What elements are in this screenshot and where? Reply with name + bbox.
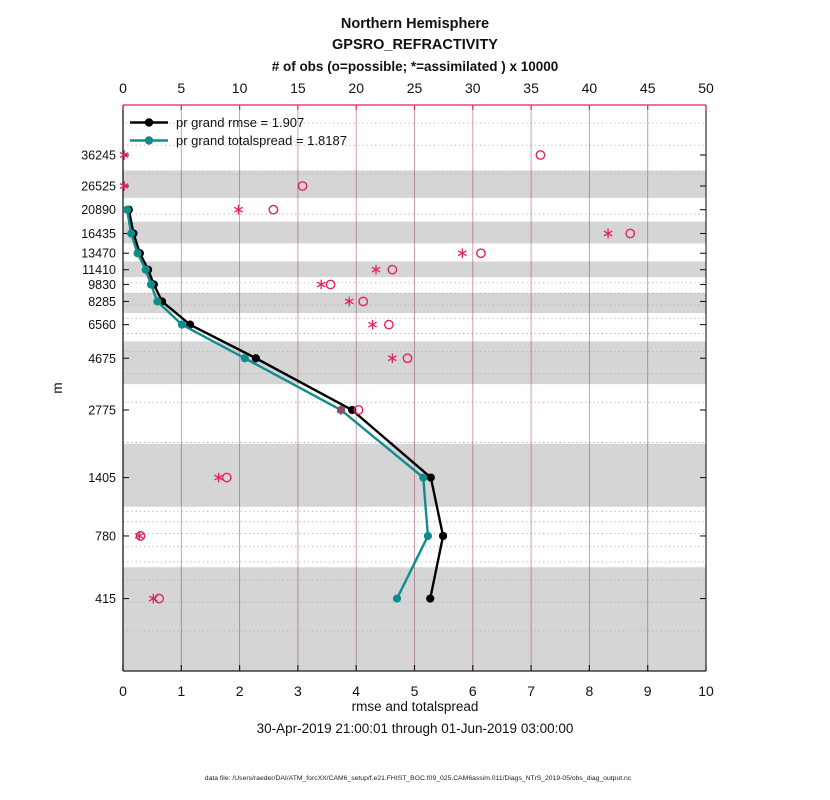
- datafile-label: data file: /Users/raeder/DAI/ATM_forcXX/CAM6_setup/f.e21.FHIST_BGC.f09_025.CAM6assim.011/Diags_NTrS_2019-05/obs_diag_output.nc: [204, 775, 632, 782]
- top-tick-label: 0: [119, 80, 127, 96]
- level-tick-label: 13470: [81, 246, 116, 261]
- bottom-tick-label: 2: [235, 683, 244, 699]
- legend-totalspread-marker: [145, 136, 153, 144]
- totalspread-point: [147, 280, 155, 288]
- bottom-tick-label: 8: [585, 683, 594, 699]
- level-tick-label: 6560: [88, 318, 116, 333]
- top-tick-label: 30: [465, 80, 481, 96]
- totalspread-point: [241, 354, 249, 362]
- plot-area: [81, 80, 714, 699]
- top-tick-label: 50: [698, 80, 714, 96]
- timespan-label: 30-Apr-2019 21:00:01 through 01-Jun-2019 03:00:00: [256, 721, 574, 736]
- level-tick-label: 11410: [82, 263, 116, 278]
- top-tick-label: 40: [581, 80, 598, 96]
- level-tick-label: 8285: [88, 294, 116, 309]
- legend-rmse-marker: [145, 118, 153, 126]
- level-tick-label: 415: [95, 592, 116, 607]
- rmse-point: [439, 532, 447, 540]
- level-tick-label: 26525: [81, 179, 116, 194]
- top-tick-label: 25: [406, 80, 423, 96]
- bottom-tick-label: 6: [468, 683, 477, 699]
- plot-subtitle: GPSRO_REFRACTIVITY: [332, 37, 498, 53]
- level-tick-label: 2775: [88, 403, 116, 418]
- top-tick-label: 35: [523, 80, 539, 96]
- top-tick-label: 10: [231, 80, 248, 96]
- totalspread-point: [142, 266, 150, 274]
- top-tick-label: 20: [348, 80, 364, 96]
- top-tick-label: 45: [639, 80, 656, 96]
- y-axis-label: m: [50, 382, 65, 394]
- totalspread-point: [419, 473, 427, 481]
- bottom-tick-label: 1: [177, 683, 186, 699]
- level-tick-label: 20890: [81, 203, 116, 218]
- rmse-point: [426, 594, 434, 602]
- legend-rmse-label: pr grand rmse = 1.907: [176, 115, 305, 130]
- bottom-tick-label: 0: [119, 683, 127, 699]
- obs-axis-label: # of obs (o=possible; *=assimilated ) x 10000: [271, 59, 559, 74]
- level-tick-label: 9830: [88, 278, 116, 293]
- obs-possible-marker: [269, 205, 277, 213]
- level-tick-label: 36245: [81, 148, 116, 163]
- top-tick-label: 15: [290, 80, 306, 96]
- top-tick-label: 5: [177, 80, 186, 96]
- level-tick-label: 1405: [88, 471, 116, 486]
- totalspread-point: [424, 532, 432, 540]
- level-tick-label: 16435: [81, 226, 116, 241]
- rmse-point: [427, 473, 435, 481]
- level-tick-label: 4675: [88, 351, 116, 366]
- bottom-tick-label: 9: [643, 683, 652, 699]
- bottom-tick-label: 4: [352, 683, 361, 699]
- bottom-tick-label: 10: [698, 683, 714, 699]
- obs-possible-marker: [477, 249, 485, 257]
- bottom-tick-label: 3: [294, 683, 302, 699]
- bottom-tick-label: 7: [527, 683, 535, 699]
- legend: [130, 115, 347, 148]
- x-axis-label: rmse and totalspread: [351, 699, 479, 714]
- totalspread-point: [123, 206, 131, 214]
- rmse-point: [252, 354, 260, 362]
- obs-possible-marker: [326, 280, 334, 288]
- obs-possible-marker: [536, 151, 544, 159]
- bottom-tick-label: 5: [410, 683, 419, 699]
- page-title: Northern Hemisphere: [340, 16, 490, 32]
- obs-possible-marker: [385, 320, 393, 328]
- level-tick-label: 780: [95, 529, 116, 544]
- totalspread-point: [127, 229, 135, 237]
- totalspread-point: [178, 321, 186, 329]
- totalspread-point: [153, 297, 161, 305]
- totalspread-point: [133, 249, 141, 257]
- totalspread-point: [393, 594, 401, 602]
- legend-totalspread-label: pr grand totalspread = 1.8187: [176, 133, 347, 148]
